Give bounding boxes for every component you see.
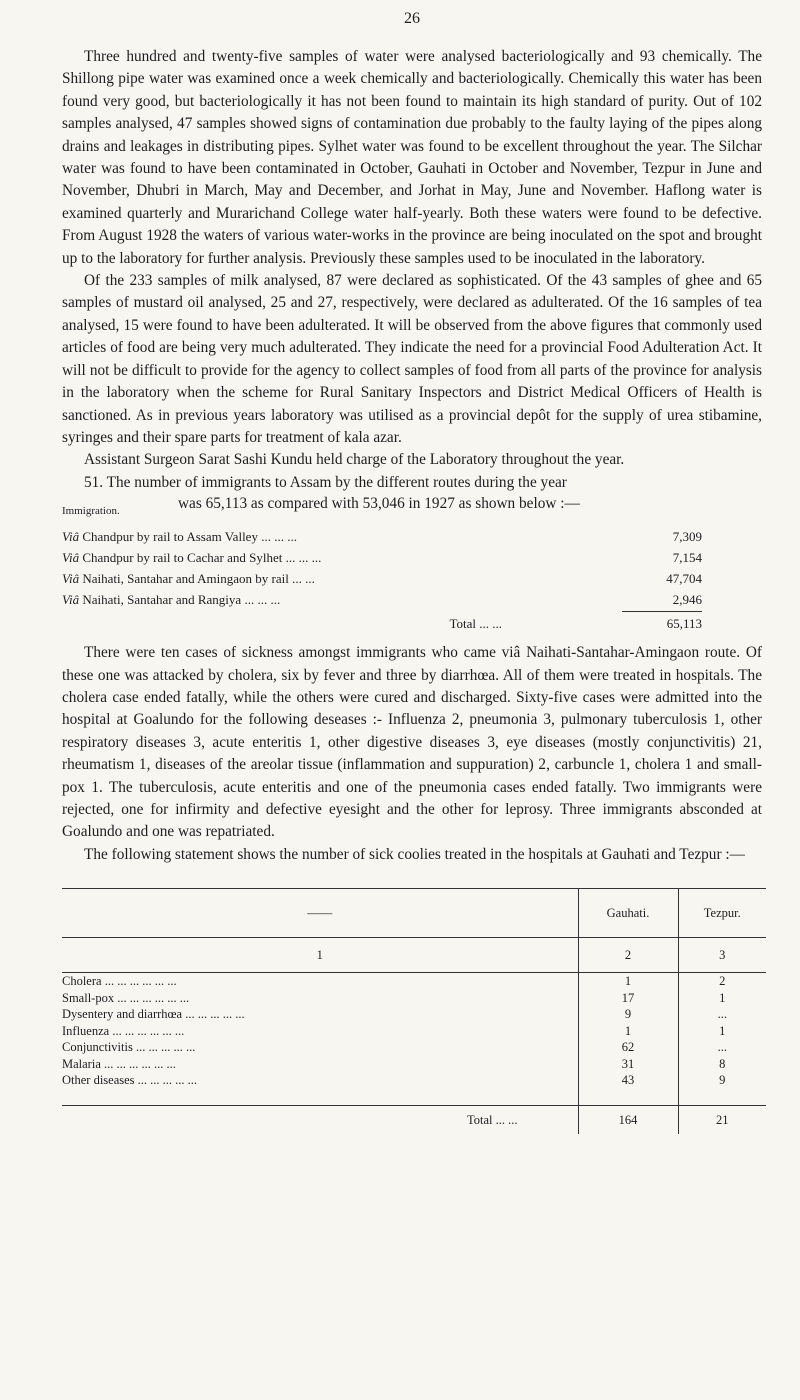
gauhati-value: 1 bbox=[578, 1023, 678, 1040]
leader-dots: ... ... bbox=[292, 571, 315, 587]
immigration-side-label: Immigration. bbox=[62, 504, 120, 517]
immigration-section bbox=[62, 472, 762, 632]
disease-label: Other diseases ... ... ... ... ... bbox=[62, 1073, 198, 1088]
tezpur-value: 1 bbox=[678, 990, 766, 1007]
tezpur-value: 2 bbox=[678, 973, 766, 990]
total-gauhati: 164 bbox=[578, 1106, 678, 1135]
immigration-heading: 51. The number of immigrants to Assam by the different routes during the year bbox=[84, 473, 567, 491]
table-row bbox=[62, 1039, 766, 1056]
immigrant-sickness-paragraph: There were ten cases of sickness amongst immigrants who came viâ Naihati-Santahar-Amingaon route. Of these one was attacked by cholera, six by fever and three by diarrhœa. All of them were treated in hospitals. The cholera case ended fatally, while the others were cured and discharged. Sixty-five cases were admitted into the hospital at Goalundo for the following deseases :- Influenza 2, pneumonia 3, pulmonary tuberculosis 1, other respiratory diseases 3, acute enteritis 1, other digestive diseases 3, eye diseases (mostly conjunctivitis) 21, rheumatism 1, diseases of the areolar tissue (inflammation and suppuration) 2, carbuncle 1, cholera 1 and small-pox 1. The tuberculosis, acute enteritis and one of the pneumonia cases ended fatally. Two immigrants were rejected, one for infirmity and defective eyesight and the other for leprosy. Three immigrants absconded at Goalundo and one was repatriated. bbox=[62, 644, 762, 841]
route-value: 7,154 bbox=[672, 550, 702, 566]
disease-label: Cholera ... ... ... ... ... ... bbox=[62, 974, 177, 989]
header-gauhati: Gauhati. bbox=[578, 889, 678, 938]
header-blank: —— bbox=[62, 889, 578, 938]
route-row bbox=[62, 526, 702, 547]
routes-total-label: Total ... ... bbox=[449, 616, 502, 632]
route-value: 7,309 bbox=[672, 529, 702, 545]
table-header-row bbox=[62, 889, 766, 938]
gauhati-value: 9 bbox=[578, 1006, 678, 1023]
food-adulteration-paragraph: Of the 233 samples of milk analysed, 87 were declared as sophisticated. Of the 43 samples of ghee and 65 samples of mustard oil analysed, 25 and 27, respectively, were declared as adulterated. Of the 16 samples of tea analysed, 15 were found to have been adulterated. It will be observed from the above figures that commonly used articles of food are being very much adulterated. They indicate the need for a provincial Food Adulteration Act. It will not be difficult to provide for the agency to collect samples of food from all parts of the province for analysis in the laboratory when the scheme for Rural Sanitary Inspectors and District Medical Officers of Health is sanctioned. As in previous years laboratory was utilised as a provincial depôt for the supply of urea stibamine, syringes and their spare parts for treatment of kala azar. bbox=[62, 272, 762, 446]
sick-coolies-table bbox=[62, 888, 766, 1134]
route-name: Chandpur by rail to Assam Valley bbox=[82, 529, 258, 545]
table-total-row bbox=[62, 1106, 766, 1135]
route-via: Viâ bbox=[62, 529, 80, 545]
gauhati-value: 43 bbox=[578, 1072, 678, 1089]
immigration-routes-table bbox=[62, 526, 702, 632]
leader-dots: ... ... ... bbox=[261, 529, 297, 545]
document-page bbox=[62, 10, 762, 1134]
header-tezpur: Tezpur. bbox=[678, 889, 766, 938]
tezpur-value: 8 bbox=[678, 1056, 766, 1073]
column-number-row bbox=[62, 938, 766, 973]
route-label bbox=[62, 568, 622, 589]
sum-rule bbox=[622, 611, 702, 612]
route-via: Viâ bbox=[62, 571, 80, 587]
route-via: Viâ bbox=[62, 592, 80, 608]
gauhati-value: 1 bbox=[578, 973, 678, 990]
tezpur-value: 1 bbox=[678, 1023, 766, 1040]
leader-dots: ... ... ... bbox=[244, 592, 281, 608]
table-row bbox=[62, 990, 766, 1007]
tezpur-value: 9 bbox=[678, 1072, 766, 1089]
gauhati-value: 62 bbox=[578, 1039, 678, 1056]
routes-total-row bbox=[62, 616, 702, 632]
route-row bbox=[62, 547, 702, 568]
route-value: 47,704 bbox=[666, 571, 702, 587]
page-number: 26 bbox=[404, 10, 420, 27]
route-row bbox=[62, 568, 702, 589]
table-row bbox=[62, 1072, 766, 1089]
route-name: Chandpur by rail to Cachar and Sylhet ... bbox=[82, 550, 296, 566]
disease-label: Conjunctivitis ... ... ... ... ... bbox=[62, 1040, 196, 1055]
route-via: Viâ bbox=[62, 550, 80, 566]
total-tezpur: 21 bbox=[678, 1106, 766, 1135]
laboratory-charge-paragraph: Assistant Surgeon Sarat Sashi Kundu held charge of the Laboratory throughout the year. bbox=[84, 451, 625, 469]
route-label bbox=[62, 589, 622, 610]
disease-label: Influenza ... ... ... ... ... ... bbox=[62, 1023, 185, 1038]
table-row bbox=[62, 973, 766, 990]
table-spacer-row bbox=[62, 1089, 766, 1106]
disease-label: Dysentery and diarrhœa ... ... ... ... ... bbox=[62, 1007, 245, 1022]
disease-label: Small-pox ... ... ... ... ... ... bbox=[62, 990, 190, 1005]
col-number: 1 bbox=[62, 938, 578, 973]
table-row bbox=[62, 1056, 766, 1073]
disease-label: Malaria ... ... ... ... ... ... bbox=[62, 1056, 176, 1071]
route-label bbox=[62, 526, 622, 547]
tezpur-value: ... bbox=[678, 1039, 766, 1056]
route-name: Naihati, Santahar and Rangiya bbox=[82, 592, 242, 608]
col-number: 3 bbox=[678, 938, 766, 973]
water-analysis-paragraph: Three hundred and twenty-five samples of water were analysed bacteriologically and 93 chemically. The Shillong pipe water was examined once a week chemically and bacteriologically. Chemically this water has been found very good, but bacteriologically it has not been found to maintain its high standard of purity. Out of 102 samples analysed, 47 samples showed signs of contamination due probably to the faulty laying of the pipes along drains and leakages in distributing pipes. Sylhet water was found to be excellent throughout the year. The Silchar water was found to have been contaminated in October, Gauhati in October and November, Tezpur in June and November, Dhubri in March, May and December, and Jorhat in May, June and November. Haflong water is examined quarterly and Murarichand College water half-yearly. Both these waters were found to be defective. From August 1928 the waters of various water-works in the province are being inoculated on the spot and brought up to the laboratory for further analysis. Previously these samples used to be inoculated in the laboratory. bbox=[62, 48, 762, 267]
table-total-label: Total ... ... bbox=[62, 1106, 578, 1135]
leader-dots: ... ... bbox=[298, 550, 322, 566]
gauhati-value: 17 bbox=[578, 990, 678, 1007]
route-label bbox=[62, 547, 622, 568]
route-value: 2,946 bbox=[672, 592, 702, 608]
gauhati-value: 31 bbox=[578, 1056, 678, 1073]
route-name: Naihati, Santahar and Amingaon by rail bbox=[82, 571, 289, 587]
route-row bbox=[62, 589, 702, 610]
table-row bbox=[62, 1023, 766, 1040]
routes-total-value: 65,113 bbox=[666, 616, 702, 632]
table-row bbox=[62, 1006, 766, 1023]
statement-intro-paragraph: The following statement shows the number of sick coolies treated in the hospitals at Gauhati and Tezpur :— bbox=[84, 845, 745, 863]
tezpur-value: ... bbox=[678, 1006, 766, 1023]
immigration-continuation: was 65,113 as compared with 53,046 in 1927 as shown below :— bbox=[178, 495, 580, 513]
col-number: 2 bbox=[578, 938, 678, 973]
